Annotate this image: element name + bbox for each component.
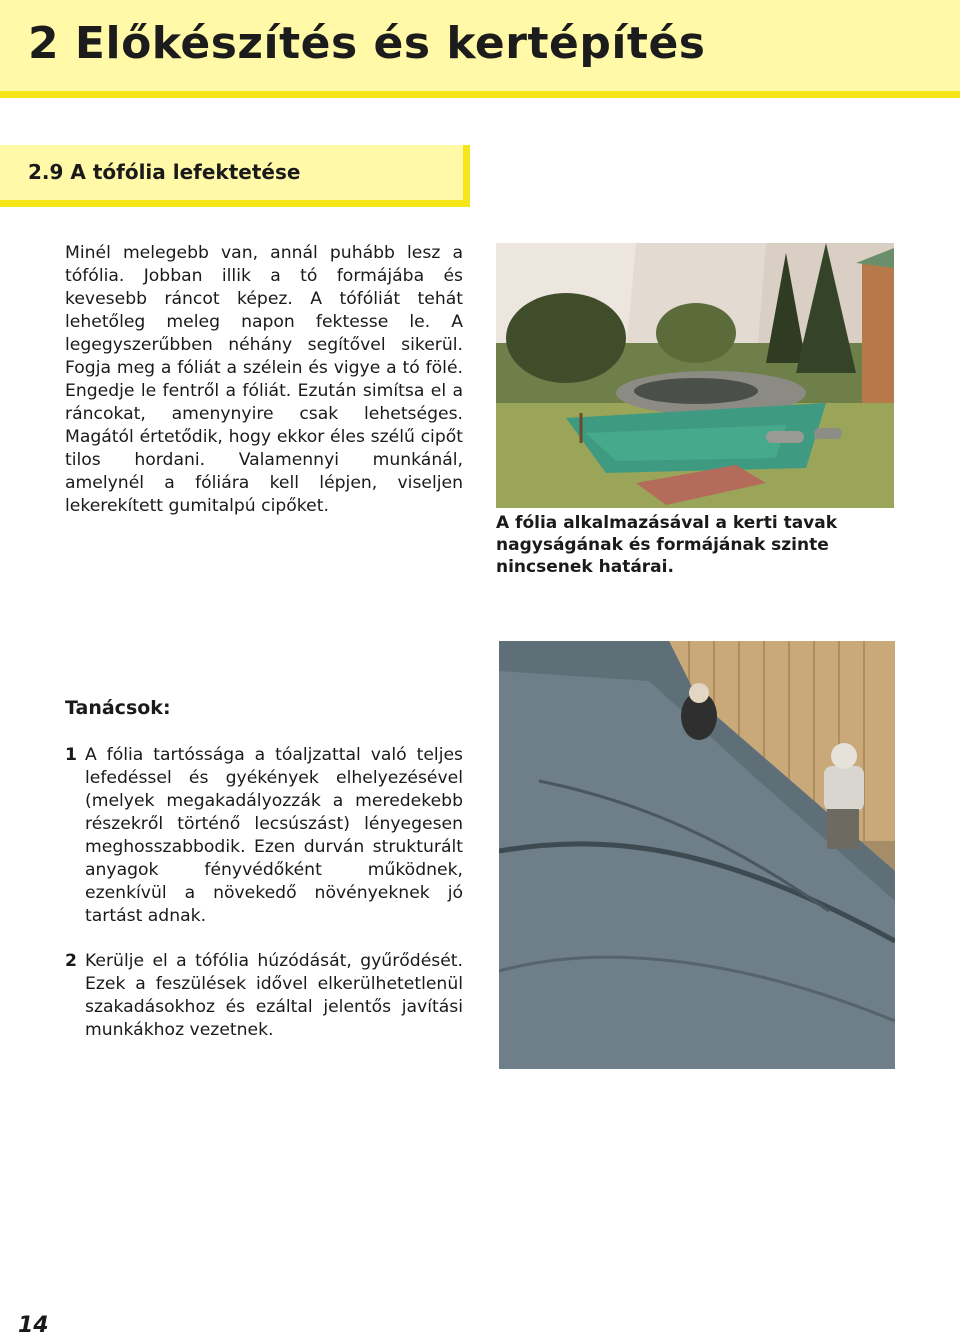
body-paragraph: Minél melegebb van, annál puhább lesz a tófólia. Jobban illik a tó formájába és kevesebb ráncot képez. A tófóliát tehát lehetőleg meleg napon fektesse le. A legegyszerűbben néhány segítővel sikerül. Fogja meg a fóliát a szélein és vigye a tó fölé. Engedje le fentről a fóliát. Ezután simítsa el a ráncokat, amenynyire csak lehetséges. Magától értetődik, hogy ekkor éles szélű cipőt tilos hordani. Valamennyi munkánál, amelynél a fóliára kell lépjen, viseljen lekerekített gumitalpú cipőket. [65,243,463,516]
tip-text: A fólia tartóssága a tóaljzattal való teljes lefedéssel és gyékények elhelyezésével (melyek megakadályozzák a meredekebb részekről történő lecsúszást) lényegesen meghosszabbodik. Ezen durván strukturált anyagok fényvédőként működnek, ezenkívül a növekedő növényeknek jó tartást adnak. [85,745,463,926]
section-title: 2.9 A tófólia lefektetése [28,160,301,184]
garden-pond-photo [496,243,894,508]
tip-number: 2 [65,951,77,971]
chapter-title: 2 Előkészítés és kertépítés [28,18,706,69]
tip-text: Kerülje el a tófólia húzódását, gyűrődését. Ezek a feszülések idővel elkerülhetetlenül szakadásokhoz és ezáltal jelentős javítási munkákhoz vezetnek. [85,951,463,1040]
page-number: 14 [18,1313,49,1338]
tip-item [65,950,463,1042]
tips-heading: Tanácsok: [65,697,171,719]
liner-laying-photo [499,641,895,1069]
tip-item [65,744,463,928]
tip-number: 1 [65,745,77,765]
photo-caption: A fólia alkalmazásával a kerti tavak nagyságának és formájának szinte nincsenek határai. [496,513,838,577]
